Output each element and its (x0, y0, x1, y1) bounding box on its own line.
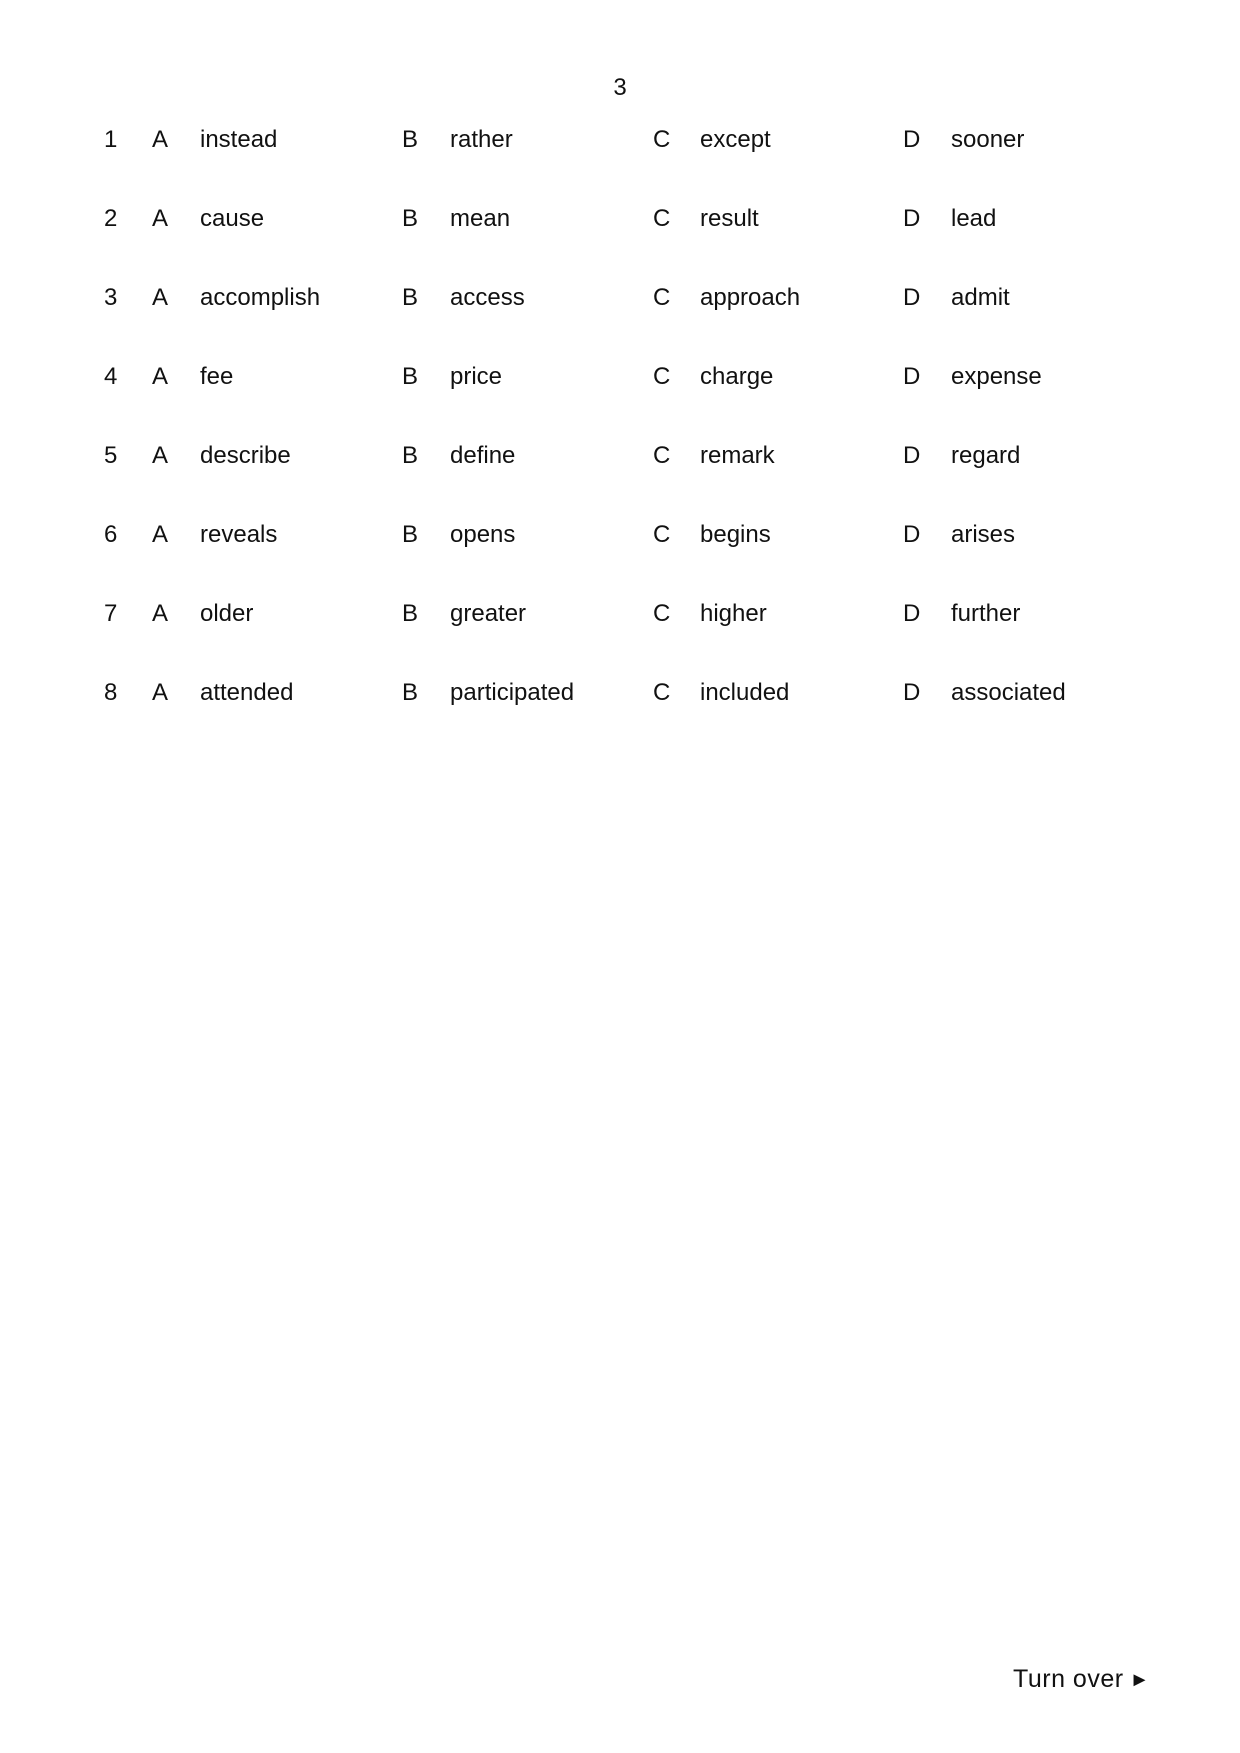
option-a-text: fee (200, 363, 234, 390)
option-d-text: expense (951, 363, 1042, 390)
option-d-letter: D (903, 205, 921, 232)
option-a-text: instead (200, 126, 278, 153)
question-number: 4 (104, 363, 118, 390)
question-number: 2 (104, 205, 118, 232)
turn-over-label: Turn over (1013, 1665, 1124, 1693)
option-c-text: except (700, 126, 771, 153)
option-d-text: regard (951, 442, 1021, 469)
question-row (0, 124, 1240, 203)
option-a-text: older (200, 600, 254, 627)
option-d-text: arises (951, 521, 1016, 548)
question-number: 6 (104, 521, 118, 548)
option-a-text: describe (200, 442, 291, 469)
option-b-letter: B (402, 205, 419, 232)
option-b-letter: B (402, 442, 419, 469)
question-number: 5 (104, 442, 118, 469)
option-b-text: define (450, 442, 516, 469)
option-c-letter: C (653, 284, 671, 311)
option-a-letter: A (152, 521, 169, 548)
option-b-letter: B (402, 679, 419, 706)
option-d-text: sooner (951, 126, 1025, 153)
option-d-letter: D (903, 284, 921, 311)
option-b-text: rather (450, 126, 513, 153)
option-a-text: accomplish (200, 284, 321, 311)
option-c-text: remark (700, 442, 775, 469)
question-row (0, 361, 1240, 440)
option-b-letter: B (402, 126, 419, 153)
option-b-text: price (450, 363, 503, 390)
option-c-letter: C (653, 679, 671, 706)
option-b-letter: B (402, 521, 419, 548)
question-row (0, 282, 1240, 361)
question-row (0, 677, 1240, 756)
option-a-letter: A (152, 205, 169, 232)
option-b-text: access (450, 284, 525, 311)
option-d-text: associated (951, 679, 1066, 706)
option-c-text: charge (700, 363, 774, 390)
option-b-letter: B (402, 363, 419, 390)
option-b-text: greater (450, 600, 527, 627)
option-c-letter: C (653, 521, 671, 548)
option-b-text: mean (450, 205, 511, 232)
option-c-letter: C (653, 442, 671, 469)
option-c-letter: C (653, 600, 671, 627)
option-d-letter: D (903, 521, 921, 548)
option-c-text: higher (700, 600, 767, 627)
option-d-text: further (951, 600, 1021, 627)
question-list (0, 124, 1240, 756)
option-a-letter: A (152, 284, 169, 311)
option-c-text: result (700, 205, 759, 232)
option-d-text: admit (951, 284, 1010, 311)
question-number: 7 (104, 600, 118, 627)
option-c-letter: C (653, 126, 671, 153)
option-b-text: opens (450, 521, 516, 548)
option-a-text: reveals (200, 521, 278, 548)
option-d-letter: D (903, 363, 921, 390)
question-row (0, 598, 1240, 677)
option-a-letter: A (152, 600, 169, 627)
page-number: 3 (613, 74, 627, 101)
option-c-text: included (700, 679, 790, 706)
option-c-letter: C (653, 205, 671, 232)
question-row (0, 519, 1240, 598)
option-c-text: begins (700, 521, 771, 548)
option-b-text: participated (450, 679, 575, 706)
option-b-letter: B (402, 284, 419, 311)
option-a-letter: A (152, 442, 169, 469)
option-d-letter: D (903, 442, 921, 469)
option-c-text: approach (700, 284, 801, 311)
question-row (0, 440, 1240, 519)
question-number: 3 (104, 284, 118, 311)
option-c-letter: C (653, 363, 671, 390)
option-a-letter: A (152, 363, 169, 390)
option-a-letter: A (152, 126, 169, 153)
question-number: 8 (104, 679, 118, 706)
option-a-text: attended (200, 679, 294, 706)
option-b-letter: B (402, 600, 419, 627)
question-number: 1 (104, 126, 118, 153)
option-d-letter: D (903, 679, 921, 706)
turn-over-instruction (1013, 1662, 1150, 1697)
option-d-letter: D (903, 126, 921, 153)
option-d-text: lead (951, 205, 997, 232)
play-arrow-icon: ► (1129, 1669, 1150, 1691)
option-d-letter: D (903, 600, 921, 627)
question-row (0, 203, 1240, 282)
option-a-text: cause (200, 205, 265, 232)
option-a-letter: A (152, 679, 169, 706)
